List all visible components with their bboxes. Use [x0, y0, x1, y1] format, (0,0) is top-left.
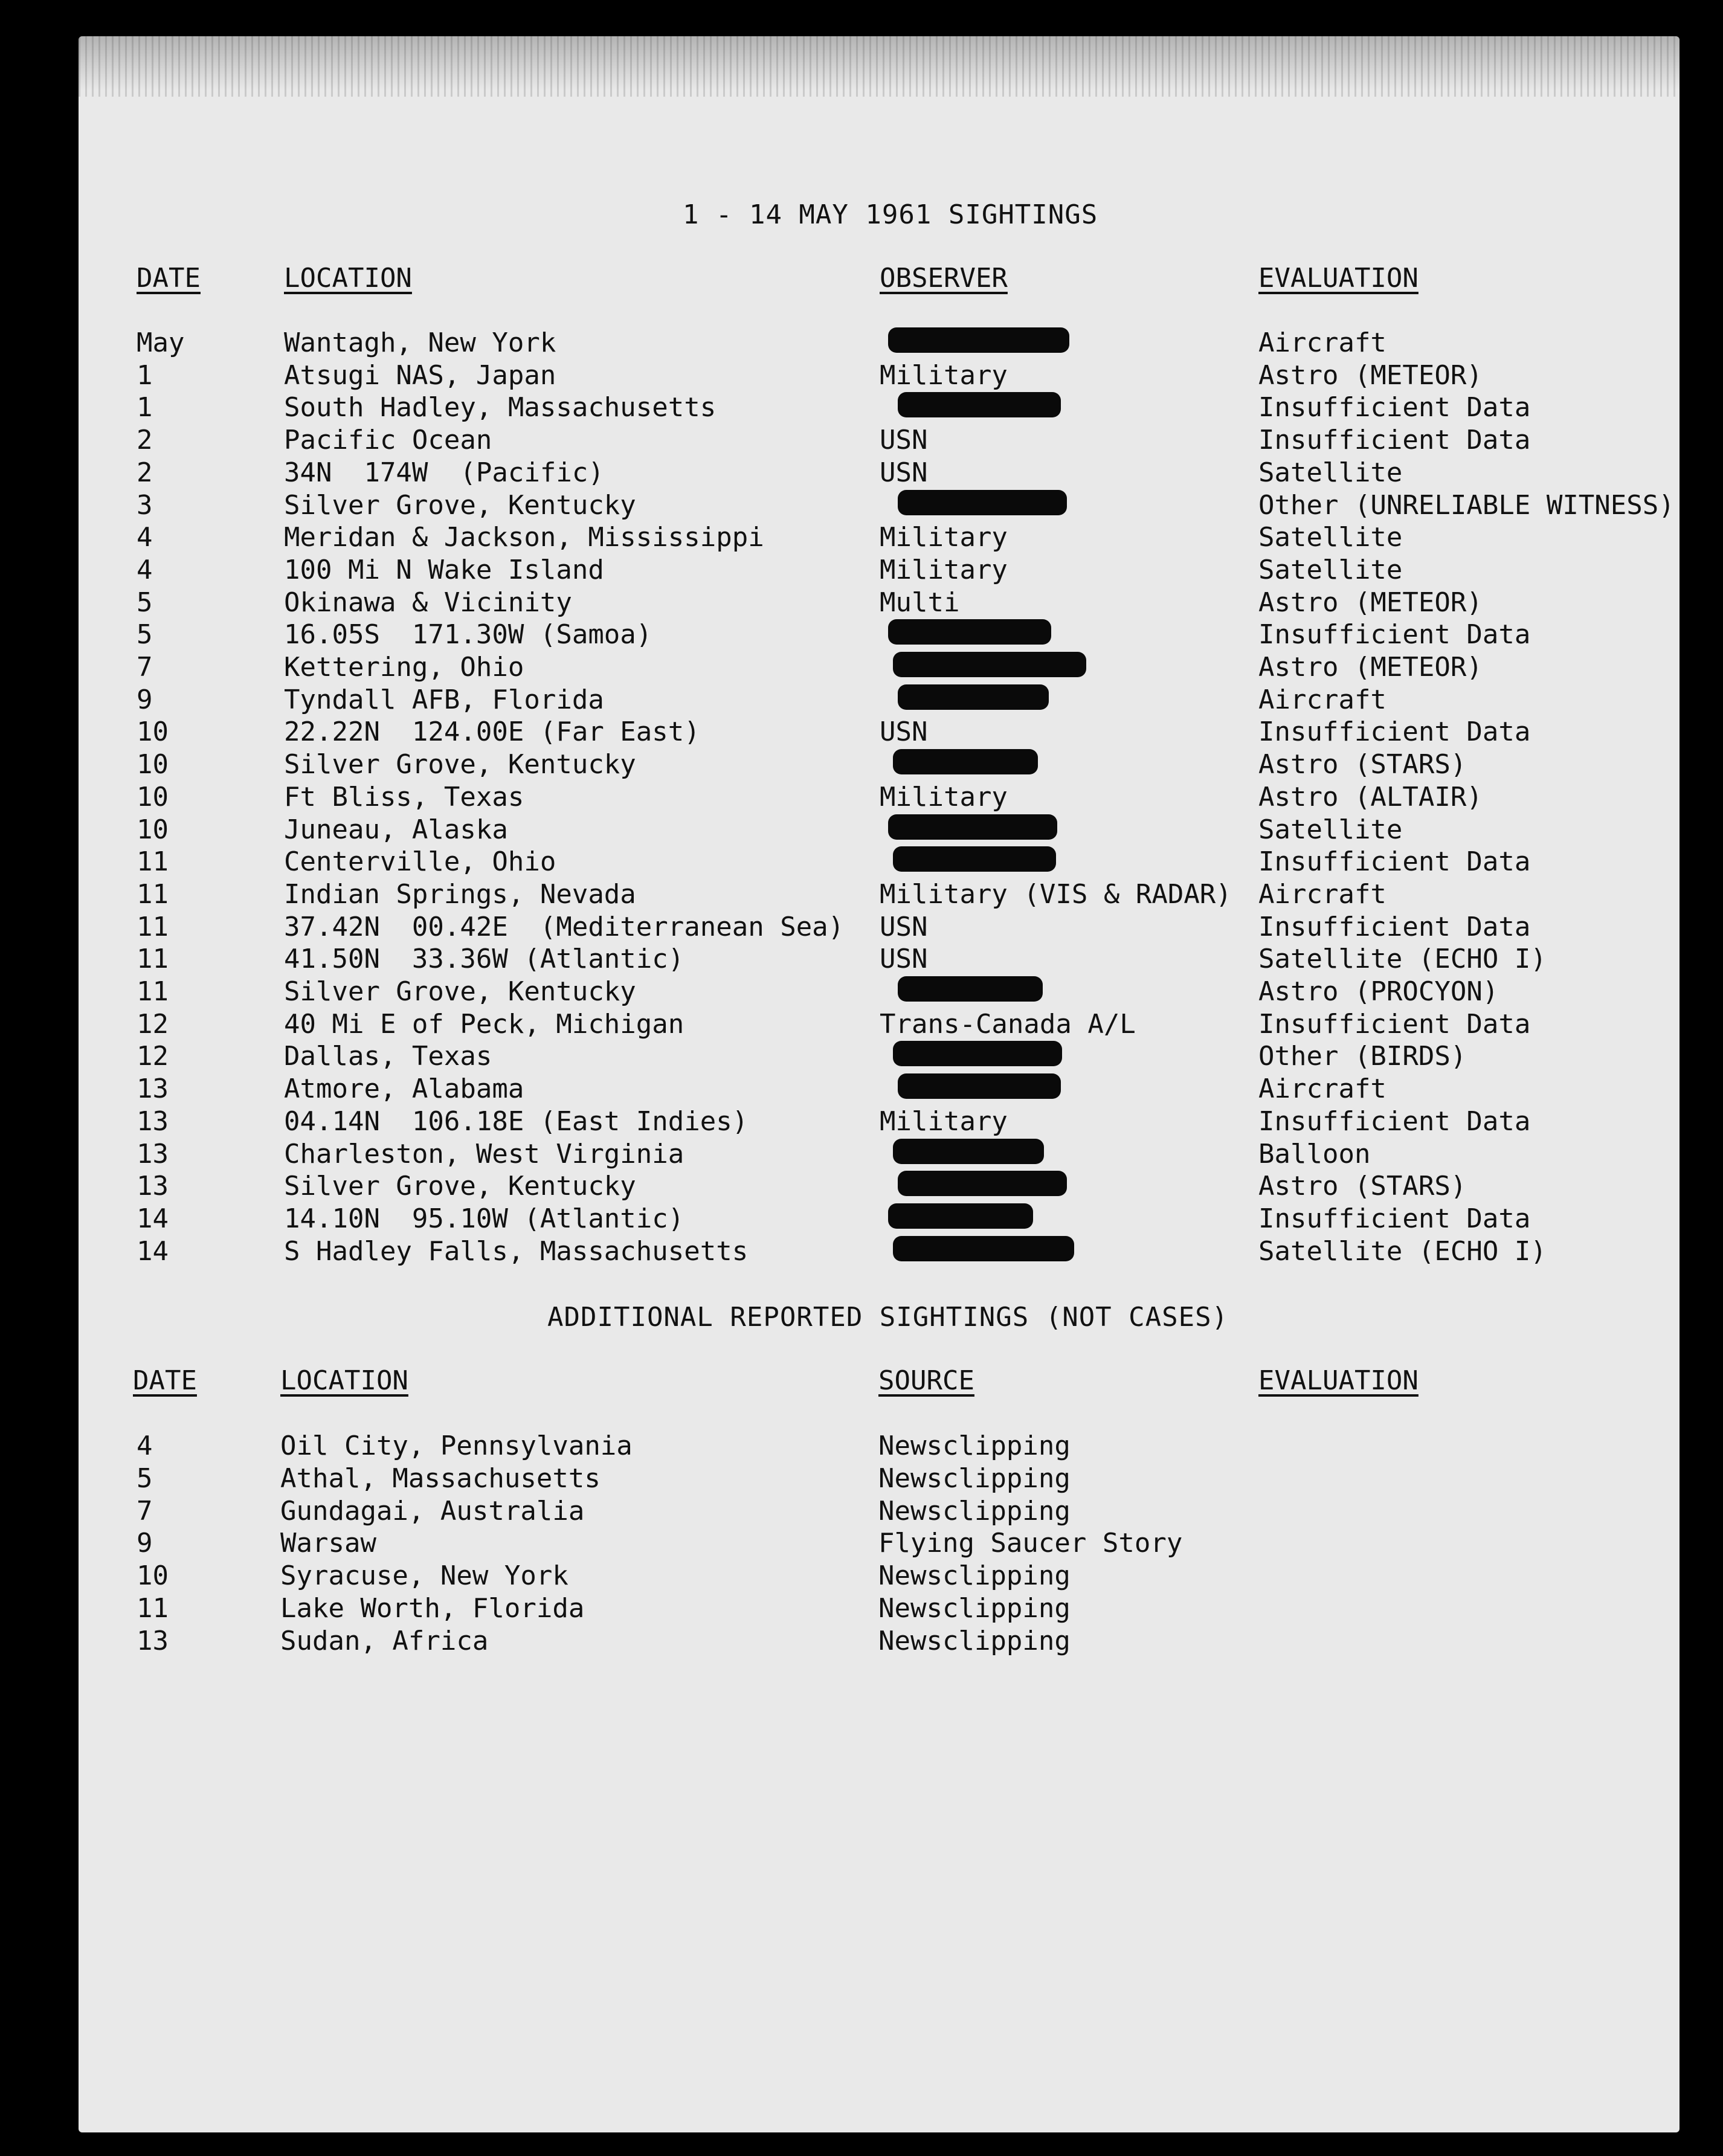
row-evaluation: Insufficient Data — [1258, 619, 1531, 651]
row-location: South Hadley, Massachusetts — [284, 392, 717, 423]
redaction-mark — [898, 490, 1067, 515]
redaction-mark — [893, 749, 1038, 774]
additional-row-date: 9 — [137, 1528, 153, 1559]
additional-title: ADDITIONAL REPORTED SIGHTINGS (NOT CASES) — [547, 1302, 1229, 1333]
row-date: 9 — [137, 684, 153, 715]
row-date: 13 — [137, 1171, 169, 1202]
row-observer: Military — [880, 522, 1008, 553]
header-date: DATE — [137, 263, 201, 294]
additional-row-date: 11 — [137, 1593, 169, 1624]
table-row — [79, 716, 1680, 749]
row-location: Charleston, West Virginia — [284, 1138, 684, 1170]
row-location: Silver Grove, Kentucky — [284, 1171, 636, 1202]
row-location: Silver Grove, Kentucky — [284, 749, 636, 780]
additional-row-location: Sudan, Africa — [280, 1625, 489, 1656]
row-evaluation: Other (BIRDS) — [1258, 1041, 1467, 1072]
redaction-mark — [888, 1203, 1033, 1229]
row-evaluation: Astro (METEOR) — [1258, 652, 1483, 683]
redaction-mark — [893, 1236, 1074, 1261]
row-location: Kettering, Ohio — [284, 652, 524, 683]
row-location: 34N 174W (Pacific) — [284, 457, 604, 488]
table-row — [79, 944, 1680, 976]
row-date: 1 — [137, 359, 153, 391]
row-evaluation: Insufficient Data — [1258, 846, 1531, 878]
table-row — [79, 684, 1680, 717]
redaction-mark — [893, 652, 1086, 677]
row-location: S Hadley Falls, Massachusetts — [284, 1235, 749, 1267]
row-date: 2 — [137, 425, 153, 456]
additional-header-evaluation: EVALUATION — [1258, 1365, 1419, 1396]
table-row — [79, 1009, 1680, 1041]
table-row — [79, 1236, 1680, 1269]
redaction-mark — [898, 392, 1061, 417]
page-title: 1 - 14 MAY 1961 SIGHTINGS — [683, 199, 1098, 230]
additional-row-location: Gundagai, Australia — [280, 1495, 585, 1527]
row-date: 11 — [137, 944, 169, 975]
row-location: Juneau, Alaska — [284, 814, 508, 845]
row-location: 16.05S 171.30W (Samoa) — [284, 619, 652, 651]
row-date: May — [137, 327, 185, 358]
table-row — [79, 652, 1680, 684]
table-row — [79, 1203, 1680, 1236]
row-location: 14.10N 95.10W (Atlantic) — [284, 1203, 684, 1234]
additional-row-date: 7 — [137, 1495, 153, 1527]
row-evaluation: Insufficient Data — [1258, 1105, 1531, 1137]
table-row — [79, 425, 1680, 457]
row-date: 3 — [137, 489, 153, 521]
redaction-mark — [898, 1073, 1061, 1099]
row-location: Wantagh, New York — [284, 327, 556, 358]
table-row — [79, 360, 1680, 393]
additional-row — [79, 1626, 1680, 1658]
row-location: 04.14N 106.18E (East Indies) — [284, 1105, 749, 1137]
row-date: 12 — [137, 1041, 169, 1072]
row-observer: USN — [880, 716, 928, 748]
additional-row-date: 13 — [137, 1625, 169, 1656]
table-row — [79, 327, 1680, 360]
additional-row — [79, 1463, 1680, 1496]
table-row — [79, 490, 1680, 523]
additional-row-source: Newsclipping — [878, 1593, 1071, 1624]
redaction-mark — [888, 619, 1051, 645]
row-location: Okinawa & Vicinity — [284, 587, 572, 618]
row-evaluation: Satellite (ECHO I) — [1258, 1235, 1547, 1267]
additional-row — [79, 1496, 1680, 1528]
redaction-mark — [893, 1139, 1044, 1164]
row-evaluation: Astro (ALTAIR) — [1258, 781, 1483, 813]
row-location: Silver Grove, Kentucky — [284, 976, 636, 1007]
table-row — [79, 1106, 1680, 1139]
table-row — [79, 1171, 1680, 1203]
row-observer: Military — [880, 554, 1008, 585]
row-date: 13 — [137, 1138, 169, 1170]
scan-noise — [79, 36, 1680, 97]
row-location: 100 Mi N Wake Island — [284, 554, 604, 585]
row-location: Dallas, Texas — [284, 1041, 492, 1072]
row-date: 2 — [137, 457, 153, 488]
table-row — [79, 814, 1680, 847]
row-date: 10 — [137, 814, 169, 845]
row-location: 22.22N 124.00E (Far East) — [284, 716, 700, 748]
table-row — [79, 619, 1680, 652]
row-date: 10 — [137, 749, 169, 780]
redaction-mark — [888, 327, 1069, 353]
additional-row-location: Oil City, Pennsylvania — [280, 1430, 633, 1461]
row-evaluation: Aircraft — [1258, 1073, 1386, 1105]
row-date: 5 — [137, 619, 153, 651]
table-row — [79, 976, 1680, 1009]
row-date: 1 — [137, 392, 153, 423]
additional-row-source: Newsclipping — [878, 1625, 1071, 1656]
additional-row-source: Newsclipping — [878, 1495, 1071, 1527]
row-date: 11 — [137, 846, 169, 878]
row-location: Pacific Ocean — [284, 425, 492, 456]
row-location: 41.50N 33.36W (Atlantic) — [284, 944, 684, 975]
row-evaluation: Satellite (ECHO I) — [1258, 944, 1547, 975]
table-row — [79, 1139, 1680, 1171]
row-evaluation: Other (UNRELIABLE WITNESS) — [1258, 489, 1675, 521]
table-row — [79, 1041, 1680, 1073]
row-location: Tyndall AFB, Florida — [284, 684, 604, 715]
redaction-mark — [898, 684, 1049, 710]
table-row — [79, 457, 1680, 490]
row-evaluation: Satellite — [1258, 554, 1403, 585]
row-evaluation: Astro (STARS) — [1258, 749, 1467, 780]
additional-header-date: DATE — [133, 1365, 197, 1396]
row-date: 7 — [137, 652, 153, 683]
row-observer: Military — [880, 1105, 1008, 1137]
row-date: 11 — [137, 878, 169, 910]
table-row — [79, 846, 1680, 879]
additional-row-source: Newsclipping — [878, 1560, 1071, 1592]
header-evaluation: EVALUATION — [1258, 263, 1419, 294]
redaction-mark — [898, 976, 1043, 1002]
additional-row — [79, 1430, 1680, 1463]
header-observer: OBSERVER — [880, 263, 1008, 294]
row-location: 37.42N 00.42E (Mediterranean Sea) — [284, 911, 845, 942]
additional-header-source: SOURCE — [878, 1365, 974, 1396]
row-observer: Multi — [880, 587, 960, 618]
row-evaluation: Satellite — [1258, 814, 1403, 845]
row-evaluation: Astro (STARS) — [1258, 1171, 1467, 1202]
row-evaluation: Insufficient Data — [1258, 1008, 1531, 1040]
additional-row — [79, 1560, 1680, 1593]
table-row — [79, 912, 1680, 944]
row-date: 4 — [137, 554, 153, 585]
row-location: Atsugi NAS, Japan — [284, 359, 556, 391]
table-row — [79, 1073, 1680, 1106]
row-evaluation: Aircraft — [1258, 684, 1386, 715]
row-date: 5 — [137, 587, 153, 618]
additional-row-source: Newsclipping — [878, 1463, 1071, 1494]
row-evaluation: Balloon — [1258, 1138, 1371, 1170]
row-evaluation: Insufficient Data — [1258, 911, 1531, 942]
additional-row-location: Athal, Massachusetts — [280, 1463, 601, 1494]
row-date: 13 — [137, 1073, 169, 1105]
additional-row-location: Warsaw — [280, 1528, 376, 1559]
additional-row-date: 4 — [137, 1430, 153, 1461]
row-date: 4 — [137, 522, 153, 553]
row-evaluation: Aircraft — [1258, 878, 1386, 910]
row-evaluation: Insufficient Data — [1258, 392, 1531, 423]
additional-row-location: Lake Worth, Florida — [280, 1593, 585, 1624]
row-location: Atmore, Alabama — [284, 1073, 524, 1105]
row-location: 40 Mi E of Peck, Michigan — [284, 1008, 684, 1040]
redaction-mark — [888, 814, 1057, 840]
additional-row-date: 5 — [137, 1463, 153, 1494]
row-observer: USN — [880, 911, 928, 942]
row-evaluation: Satellite — [1258, 522, 1403, 553]
row-date: 13 — [137, 1105, 169, 1137]
row-location: Indian Springs, Nevada — [284, 878, 636, 910]
row-evaluation: Insufficient Data — [1258, 716, 1531, 748]
additional-header-location: LOCATION — [280, 1365, 408, 1396]
row-evaluation: Satellite — [1258, 457, 1403, 488]
redaction-mark — [898, 1171, 1067, 1196]
additional-row-source: Flying Saucer Story — [878, 1528, 1183, 1559]
additional-row-source: Newsclipping — [878, 1430, 1071, 1461]
row-date: 14 — [137, 1235, 169, 1267]
row-date: 10 — [137, 716, 169, 748]
additional-row — [79, 1593, 1680, 1626]
row-location: Centerville, Ohio — [284, 846, 556, 878]
additional-row-date: 10 — [137, 1560, 169, 1592]
table-row — [79, 522, 1680, 555]
header-location: LOCATION — [284, 263, 412, 294]
additional-row — [79, 1528, 1680, 1560]
row-observer: Trans-Canada A/L — [880, 1008, 1136, 1040]
row-location: Ft Bliss, Texas — [284, 781, 524, 813]
additional-row-location: Syracuse, New York — [280, 1560, 568, 1592]
row-observer: USN — [880, 425, 928, 456]
redaction-mark — [893, 1041, 1062, 1066]
row-date: 10 — [137, 781, 169, 813]
row-location: Silver Grove, Kentucky — [284, 489, 636, 521]
row-evaluation: Astro (PROCYON) — [1258, 976, 1499, 1007]
document-page — [79, 36, 1680, 2132]
row-date: 12 — [137, 1008, 169, 1040]
table-row — [79, 587, 1680, 620]
row-location: Meridan & Jackson, Mississippi — [284, 522, 764, 553]
row-evaluation: Insufficient Data — [1258, 1203, 1531, 1234]
table-row — [79, 879, 1680, 912]
row-date: 14 — [137, 1203, 169, 1234]
redaction-mark — [893, 846, 1056, 872]
row-evaluation: Astro (METEOR) — [1258, 587, 1483, 618]
table-row — [79, 749, 1680, 782]
row-evaluation: Astro (METEOR) — [1258, 359, 1483, 391]
table-row — [79, 392, 1680, 425]
row-evaluation: Insufficient Data — [1258, 425, 1531, 456]
row-observer: Military — [880, 359, 1008, 391]
row-observer: USN — [880, 944, 928, 975]
table-row — [79, 555, 1680, 587]
row-observer: Military (VIS & RADAR) — [880, 878, 1232, 910]
row-date: 11 — [137, 911, 169, 942]
row-observer: USN — [880, 457, 928, 488]
row-observer: Military — [880, 781, 1008, 813]
row-date: 11 — [137, 976, 169, 1007]
row-evaluation: Aircraft — [1258, 327, 1386, 358]
table-row — [79, 782, 1680, 814]
